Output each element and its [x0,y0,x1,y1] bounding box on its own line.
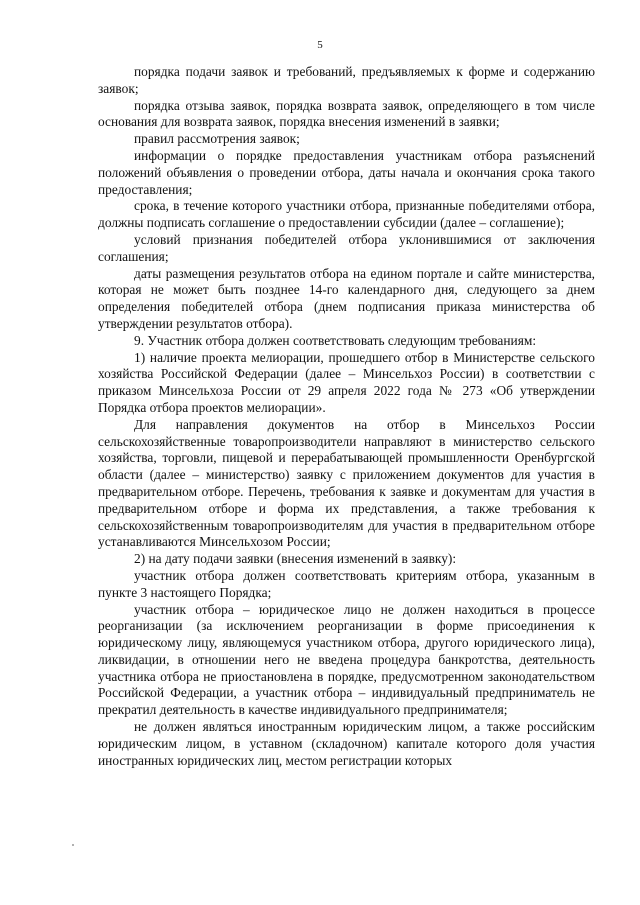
paragraph: 1) наличие проекта мелиорации, прошедшего отбор в Министерстве сельского хозяйства Российской Федерации (далее – Минсельхоз России) в соответствии с приказом Минсельхоза России от 29 апреля 2022 года № 273 «Об утверждении Порядка отбора проектов мелиорации». [98,349,595,415]
paragraph: не должен являться иностранным юридическим лицом, а также российским юридическим лицом, в уставном (складочном) капитале которого доля участия иностранных юридических лиц, местом регистрации которых [98,719,595,768]
paragraph: правил рассмотрения заявок; [134,131,300,147]
paragraph: участник отбора – юридическое лицо не должен находиться в процессе реорганизации (за исключением реорганизации в форме присоединения к юридическому лицу, являющемуся участником отбора, другого юридического лица), ликвидации, в отношении него не введена процедура банкротства, деятельность участника отбора не приостановлена в порядке, предусмотренном законодательством Российской Федерации, а участник отбора – индивидуальный предприниматель не прекратил деятельность в качестве индивидуального предпринимателя; [98,601,595,718]
scan-speck [72,844,74,846]
document-body [98,64,595,769]
paragraph: порядка подачи заявок и требований, предъявляемых к форме и содержанию заявок; [98,64,595,96]
paragraph: Для направления документов на отбор в Минсельхоз России сельскохозяйственные товаропроизводители направляют в министерство сельского хозяйства, торговли, пищевой и перерабатывающей промышленности Оренбургской области (далее – министерство) заявку с приложением документов для участия в предварительном отборе. Перечень, требования к заявке и документам для участия в предварительном отборе и форма их представления, а также требования к сельскохозяйственным товаропроизводителям для участия в предварительном отборе устанавливаются Минсельхозом России; [98,416,595,550]
paragraph: порядка отзыва заявок, порядка возврата заявок, определяющего в том числе основания для возврата заявок, порядка внесения изменений в заявки; [98,97,595,130]
paragraph: информации о порядке предоставления участникам отбора разъяснений положений объявления о проведении отбора, даты начала и окончания срока такого предоставления; [98,147,595,197]
page-number: 5 [317,39,323,51]
paragraph: 9. Участник отбора должен соответствовать следующим требованиям: [134,332,537,348]
paragraph: даты размещения результатов отбора на едином портале и сайте министерства, которая не может быть позднее 14-го календарного дня, следующего за днем определения победителей отбора (днем подписания приказа министерства об утверждении результатов отбора). [98,265,595,331]
paragraph: 2) на дату подачи заявки (внесения изменений в заявку): [134,551,457,567]
paragraph: срока, в течение которого участники отбора, признанные победителями отбора, должны подписать соглашение о предоставлении субсидии (далее – соглашение); [98,198,595,231]
paragraph: условий признания победителей отбора уклонившимися от заключения соглашения; [98,231,595,264]
paragraph: участник отбора должен соответствовать критериям отбора, указанным в пункте 3 настоящего Порядка; [98,567,595,600]
